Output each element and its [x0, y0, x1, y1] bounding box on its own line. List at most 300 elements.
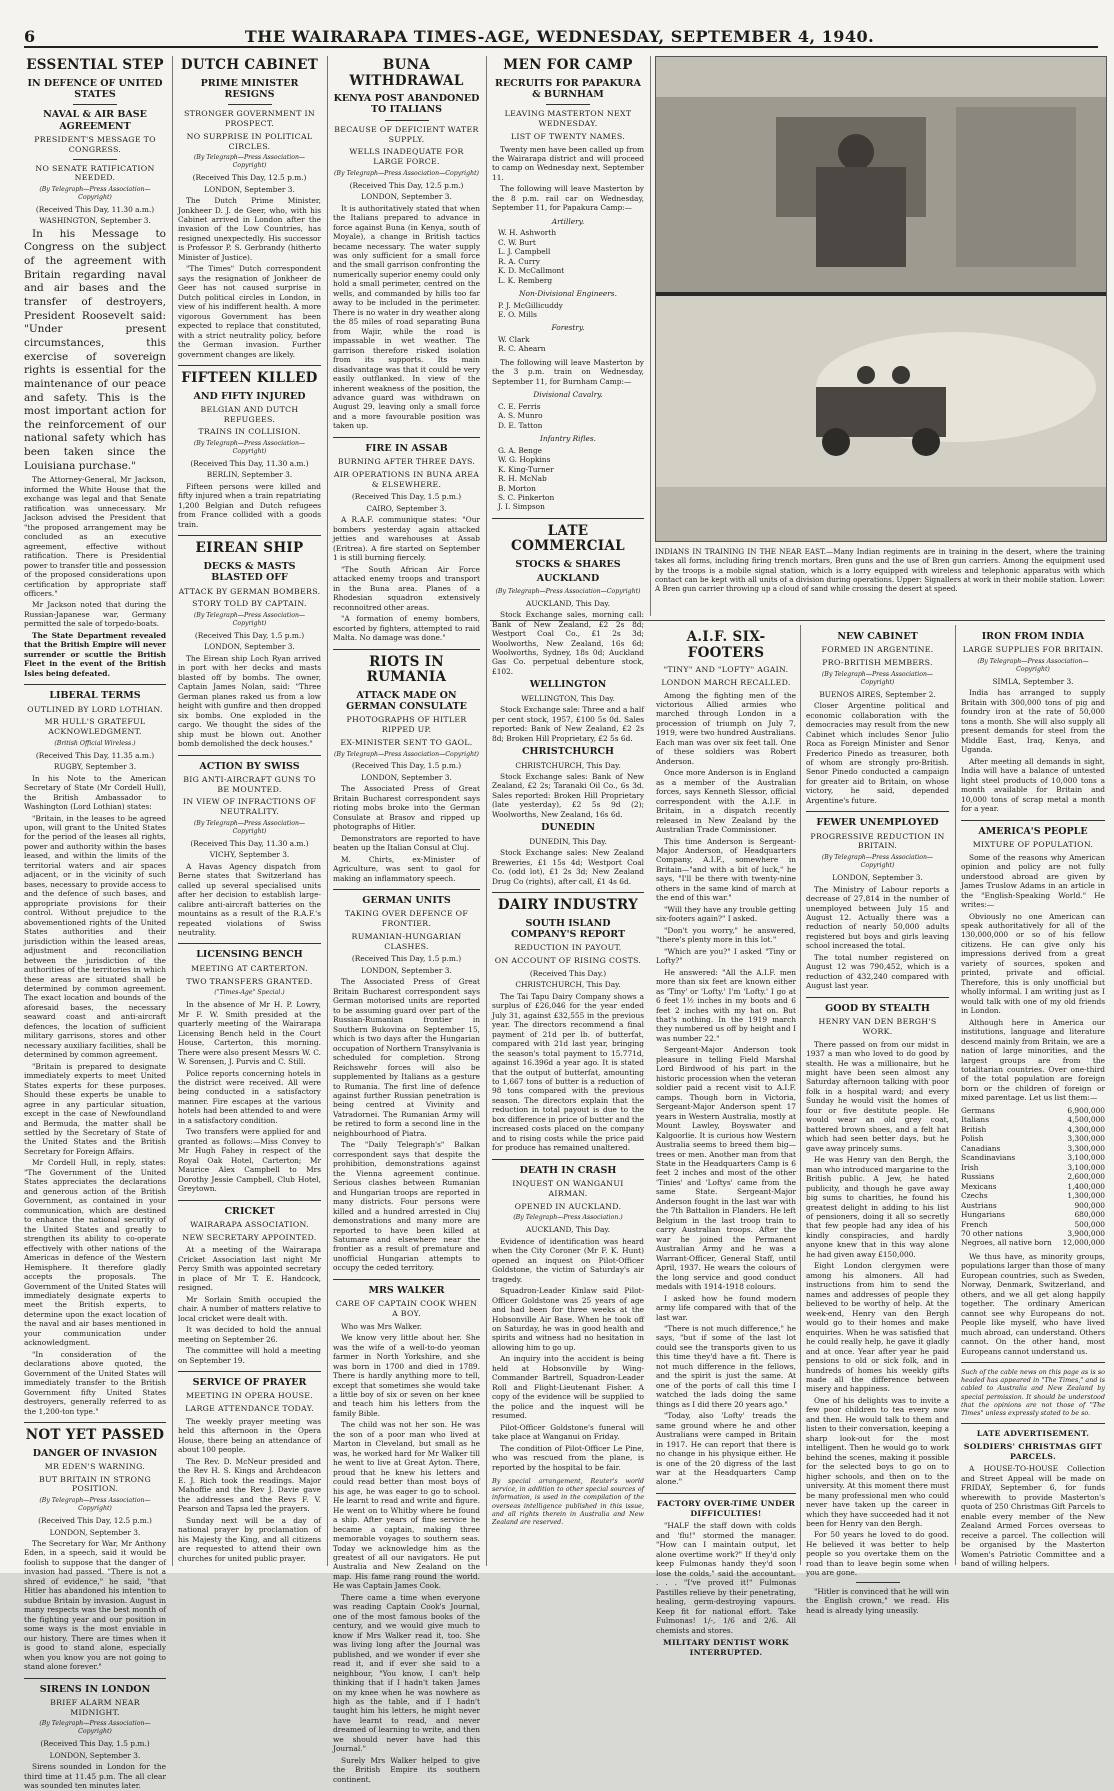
headline-buna-withdrawal: BUNA WITHDRAWAL	[349, 57, 464, 89]
deck: IN VIEW OF INFRACTIONS OF NEUTRALITY.	[183, 797, 316, 817]
credit-line: (By Telegraph—Press Association—Copyright)	[39, 186, 151, 201]
paragraph: Sirens sounded in London for the third time at 11.45 p.m. The all clear was sounded ten minutes later.	[24, 1762, 166, 1791]
deck: WAIRARAPA ASSOCIATION.	[190, 1220, 309, 1229]
population-group: British	[961, 1124, 987, 1134]
deck: TRAINS IN COLLISION.	[198, 427, 301, 437]
population-count: 900,000	[1074, 1200, 1105, 1210]
population-group: Czechs	[961, 1191, 988, 1201]
deck: CARE OF CAPTAIN COOK WHEN A BOY.	[335, 1299, 478, 1318]
dateline: VICHY, September 3.	[209, 850, 290, 860]
table-row	[961, 1125, 1105, 1134]
table-row	[961, 1191, 1105, 1200]
population-group: French	[961, 1219, 988, 1229]
photo-image	[656, 57, 1106, 541]
paragraph: There passed on from our midst in 1937 a man who loved to do good by stealth. He was a millionaire, but he might have been seen almost any Saturday afternoon talking with poor folk in a hospital ward; and every Sunday he would visit the homes of four or five destitute people. He would wear an old grey coat, battered brown shoes, and a felt hat which had seen better days, but he gave away princely sums.	[806, 1039, 949, 1153]
paragraph: M. Chirts, ex-Minister of Agriculture, was sent to gaol for making an inflammatory speech.	[333, 854, 480, 883]
column-4	[492, 56, 644, 1566]
divider	[806, 997, 949, 998]
population-count: 3,300,000	[1067, 1134, 1105, 1144]
list-label: Divisional Cavalry.	[533, 390, 603, 400]
dateline: CHRISTCHURCH, This Day.	[515, 760, 621, 770]
population-count: 500,000	[1074, 1219, 1105, 1229]
population-count: 12,000,000	[1062, 1238, 1105, 1248]
headline-licensing-bench: LICENSING BENCH	[196, 949, 303, 961]
paragraph: Pilot-Officer Goldstone's funeral will take place at Wanganui on Friday.	[492, 1422, 644, 1442]
paragraph: "Today, also 'Lofty' treads the same ground where he and other Australians were camped in Britain in 1917. He can report that there is no change in his physique either. He is one of the 20 digress of the last war at the Headquarters Camp alone."	[656, 1411, 796, 1487]
headline-cricket: CRICKET	[224, 1205, 275, 1217]
deck: BURNING AFTER THREE DAYS.	[337, 457, 476, 467]
dateline: LONDON, September 3.	[49, 1750, 141, 1760]
paragraph: We know very little about her. She was the wife of a well-to-do yeoman farmer in North Yorkshire, and she was born in 1700 and died in 1789. There is hardly anything more to tell, except that sometimes she would take a little boy of six or seven on her knee and teach him his letters from the family Bible.	[333, 1333, 480, 1418]
headline-essential-step: ESSENTIAL STEP	[26, 57, 164, 73]
reuters-notice: By special arrangement, Reuter's world service, in addition to other special sources of information, is used in the compilation of the overseas intelligence published in this issue, and all rights therein in Australia and New Zealand are reserved.	[492, 1477, 644, 1526]
credit-line: (By Telegraph—Press Association—Copyright)	[39, 1720, 151, 1736]
column-6	[806, 628, 949, 1615]
paragraph: Some of the reasons why American opinion and policy are not fully understood abroad are given by James Truslow Adams in an article in the "English-Speaking World." He writes:—	[961, 852, 1105, 910]
column-5	[656, 628, 796, 1657]
paragraph: India has arranged to supply Britain with 300,000 tons of pig and foundry iron at the rate of 50,000 tons a month. She will also supply all present demands for steel from the Middle East, Iraq, Kenya, and Uganda.	[961, 688, 1105, 755]
deck: PRESIDENT'S MESSAGE TO CONGRESS.	[34, 135, 156, 154]
column-7	[961, 628, 1105, 1568]
list-item: W. Clark	[498, 334, 530, 344]
paragraph: The State Department revealed that the British Empire will never surrender or scuttle the British Fleet in the event of the British Isles being defeated.	[24, 630, 166, 678]
paragraph: "There is not much difference," he says, "but if some of the last lot could see the transports given to us this time they'd have a fit. There is not much difference in the fellows, and the spirit is just the same. At one of the ports of call this time I watched the lads doing the same things as I did there 20 years ago."	[656, 1323, 796, 1409]
received-line: (Received This Day, 1.5 p.m.)	[351, 492, 462, 502]
column-rule	[955, 625, 956, 1565]
paragraph: The weekly prayer meeting was held this afternoon in the Opera House, there being an attendance of about 100 people.	[178, 1416, 321, 1455]
dateline: BERLIN, September 3.	[206, 470, 293, 480]
credit-line: (By Telegraph—Press Association—Copyright)	[495, 587, 641, 595]
deck: LONDON MARCH RECALLED.	[661, 677, 791, 687]
paragraph: Eight London clergymen were among his almoners. All had instructions from him to send the names and addresses of people they believed to be worthy of help. At the week-end, Henry van den Bergh would go to their homes and make enquiries. When he was satisfied that he could really help, he gave it gladly and at once. Year after year he paid pensions to old or sick folk, and in hundreds of homes his weekly gifts made all the difference between misery and happiness.	[806, 1261, 949, 1394]
credit-line: (By Telegraph—Press Association—Copyright)	[821, 670, 934, 686]
population-count: 3,300,000	[1067, 1143, 1105, 1153]
paragraph: "The Times" Dutch correspondent says the resignation of Jonkheer de Geer has not caused surprise in Dutch political circles in London, in view of his indifferent health. A more vigorous Government has been expected to replace that constituted, with a strict neutrality policy, before the German invasion. Further government changes are likely.	[178, 264, 321, 359]
divider	[333, 649, 480, 650]
deck: WELLS INADEQUATE FOR LARGE FORCE.	[349, 147, 464, 167]
deck: KENYA POST ABANDONED TO ITALIANS	[333, 93, 480, 116]
paragraph: "Britain is prepared to designate immediately experts to meet United States experts for these purposes. Should these experts be unable to agree in any particular situation, except in the case of Newfoundland and Bermuda, the matter shall be settled by the Secretary of State of the United States and the British Secretary for Foreign Affairs.	[24, 1061, 166, 1156]
population-count: 3,100,000	[1067, 1162, 1105, 1172]
table-row	[961, 1144, 1105, 1153]
paragraph: A R.A.F. communique states: "Our bombers yesterday again attacked jetties and warehouses at Assab (Eritrea). A fire started on September 1 is still burning fiercely.	[333, 515, 480, 563]
advert-heading: FACTORY OVER-TIME UNDER DIFFICULTIES!	[656, 1498, 796, 1518]
population-count: 1,400,000	[1067, 1181, 1105, 1191]
dateline: LONDON, September 3.	[832, 873, 923, 883]
headline-americas-people: AMERICA'S PEOPLE	[978, 825, 1088, 837]
paragraph: There came a time when everyone was reading Captain Cook's Journal, one of the most famous books of the century, and we would give much to know if Mrs Walker read it, too. She was living long after the Journal was published, and we wonder if ever she read it, and if ever she said to a neighbour, "You know, I can't help thinking that if I hadn't taken James on my knee when he was nowhere as high as the table, and if I hadn't taught him his letters, he might never have learnt to read, and never dreamed of learning to write, and then we should never have had this Journal."	[333, 1592, 480, 1754]
cable-notice: Such of the cable news on this page as is so headed has appeared in "The Times," and is cabled to Australia and New Zealand by special permission. It should be understood that the opinions are not those of "The Times" unless expressly stated to be so.	[961, 1368, 1105, 1417]
divider	[806, 811, 949, 812]
deck: BELGIAN AND DUTCH REFUGEES.	[200, 404, 299, 424]
paragraph: The Associated Press of Great Britain Bucharest correspondent says German motorised units are reported to be assuming guard over part of the Russian-Rumanian frontier in Southern Bukovina on September 15, which is two days after the Hungarian occupation of Northern Transylvania is scheduled for completion. Strong Reichswehr forces will also be supplemented by Italians as a gesture to Rumania. The first line of defence against further Russian penetration is being centred at Vivinity and Vatradornei. The Rumanian Army will be retired to form a second line in the neighbourhood of Piatra.	[333, 977, 480, 1138]
divider	[546, 104, 590, 105]
paragraph: Fifteen persons were killed and fifty injured when a train repatriating 1,200 Belgian and Dutch refugees from France collided with a goods train.	[178, 481, 321, 529]
list-label: Artillery.	[551, 216, 585, 226]
table-row	[961, 1229, 1105, 1238]
dateline: LONDON, September 3.	[361, 965, 452, 975]
column-rule	[800, 625, 801, 1565]
headline-fifteen-killed: FIFTEEN KILLED	[181, 370, 318, 387]
headline-dutch-cabinet: DUTCH CABINET	[180, 57, 319, 73]
dateline: LONDON, September 3.	[204, 642, 295, 652]
population-group: Mexicans	[961, 1181, 997, 1191]
deck: BRIEF ALARM NEAR MIDNIGHT.	[50, 1697, 140, 1717]
dateline: RUGBY, September 3.	[53, 762, 137, 772]
paragraph: "A formation of enemy bombers, escorted by fighters, attempted to raid Malta. No damage was done."	[333, 614, 480, 643]
received-line: (Received This Day, 12.5 p.m.)	[192, 173, 307, 183]
divider	[178, 1200, 321, 1201]
divider	[961, 1362, 1105, 1363]
paragraph: At a meeting of the Wairarapa Cricket Association last night Mr Percy Smith was appointed secretary in place of Mr T. E. Handcock, resigned.	[178, 1245, 321, 1293]
divider	[228, 104, 272, 105]
headline-military-dentist: MILITARY DENTIST WORK INTERRUPTED.	[663, 1638, 789, 1657]
column-rule	[486, 56, 487, 1566]
list-item: S. C. Pinkerton	[498, 492, 555, 502]
divider	[73, 159, 117, 160]
paragraph: The Dutch Prime Minister, Jonkheer D. J. de Geer, who, with his Cabinet arrived in London after the invasion of the Low Countries, has resigned unexpectedly. His successor is Professor P. S. Gerbrandy (hitherto Minister of Justice).	[178, 196, 321, 262]
deck: RUMANIAN-HUNGARIAN CLASHES.	[351, 931, 462, 951]
paragraph: In his Note to the American Secretary of State (Mr Cordell Hull), the British Ambassador to Washington (Lord Lothian) states:	[24, 773, 166, 812]
headline-german-units: GERMAN UNITS	[362, 895, 451, 907]
list-item: G. A. Benge	[498, 445, 543, 455]
divider	[856, 1582, 900, 1583]
deck: OPENED IN AUCKLAND.	[514, 1201, 622, 1211]
paragraph: Demonstrators are reported to have beaten up the Italian Consul at Cluj.	[333, 833, 480, 853]
deck: LEAVING MASTERTON NEXT WEDNESDAY.	[504, 109, 632, 129]
list-item: K. King-Turner	[498, 464, 554, 474]
list-item: W. H. Ashworth	[498, 228, 557, 238]
dateline: SIMLA, September 3.	[992, 677, 1074, 686]
advert-body: A HOUSE-TO-HOUSE Collection and Street Appeal will be made on FRIDAY, September 6, for funds wherewith to provide Masterton's quota of 250 Christmas Gift Parcels to enable every member of the New Zealand Armed Forces overseas to receive a parcel. The collection will be organised by the Masterton Women's Patriotic Committee and a band of willing helpers.	[961, 1464, 1105, 1569]
name-list	[498, 335, 644, 354]
population-count: 4,300,000	[1067, 1124, 1105, 1134]
population-count: 6,900,000	[1067, 1105, 1105, 1115]
population-group: Polish	[961, 1134, 984, 1144]
paragraph: Closer Argentine political and economic collaboration with the democracies may result from the new Cabinet which includes Senor Julio Roca as Foreign Minister and Senor Frederico Pinedo as treasurer, both of whom are strongly pro-British. Senor Pinedo conducted a campaign for greater aid to Britain, on whose victory, he said, depended Argentine's future.	[806, 701, 949, 805]
headline-not-yet-passed: NOT YET PASSED	[25, 1427, 165, 1444]
divider	[24, 1678, 166, 1679]
table-row	[961, 1106, 1105, 1115]
headline-death-in-crash: DEATH IN CRASH	[519, 1164, 617, 1176]
paragraph: The committee will hold a meeting on September 19.	[178, 1346, 321, 1365]
deck: MR EDEN'S WARNING.	[44, 1461, 146, 1471]
paragraph: Two transfers were applied for and granted as follows:—Miss Convey to Mr Hugh Fahey in respect of the Royal Oak Hotel, Carterton; Mr Maurice Alex Campbell to Mrs Dorothy Jessie Campbell, Club Hotel, Greytown.	[178, 1127, 321, 1194]
headline-late-commercial: LATE COMMERCIAL	[511, 522, 625, 555]
paragraph: One of his delights was to invite a few poor children to tea every now and then. He would talk to them and listen to their conversation, keeping a sharp look-out for the most intelligent. Then he would go to work behind the scenes, making it possible for the selected boys to go on to higher schools, and then on to the university. At this moment there must be many professional men who could never have taken up the career in which they have succeeded had it not been for Henry van den Bergh.	[806, 1395, 949, 1529]
paragraph: "The South African Air Force attacked enemy troops and transport in the Buna area. Planes of a Rhodesian squadron extensively reconnoitred other areas.	[333, 564, 480, 612]
list-item: E. O. Mills	[498, 310, 537, 319]
paragraph: "In consideration of the declarations above quoted, the Government of the United States will immediately transfer to the British Government fifty United States destroyers, generally referred to as the 1,200-ton type."	[24, 1349, 166, 1416]
dateline: LONDON, September 3.	[361, 192, 452, 202]
table-row	[961, 1153, 1105, 1162]
dateline: CAIRO, September 3.	[366, 503, 447, 513]
list-item: R. C. Ahearn	[498, 344, 546, 354]
dateline: AUCKLAND, This Day.	[526, 598, 610, 608]
dateline: WASHINGTON, September 3.	[39, 216, 151, 226]
paragraph: He was Henry van den Bergh, the man who introduced margarine to the British public. A Jew, he hated publicity, and though he gave away big sums to charities, he found his greatest delight in adding to his list of pensioners, doing it all so secretly that few people had any idea of his kindly conspiracies, and hardly anyone knew that in this way alone he had given away £150,000.	[806, 1155, 949, 1259]
paragraph: The Rev. D. McNeur presided and the Rev H. S. Kings and Archdeacon E. J. Rich took the readings. Major Mahoffie and the Rev J. Davie gave the addresses and the Revs F. V. Pearson and Tapsa led the prayers.	[178, 1456, 321, 1514]
paragraph: In the absence of Mr H. P. Lowry, Mr F. W. Smith presided at the quarterly meeting of the Wairarapa Licensing Bench held in the Court House, Carterton, this morning. There were also present Messrs W. C. W. Sorensen, J. Purvis and C. Still.	[178, 1000, 321, 1067]
list-label: Forestry.	[551, 323, 585, 333]
paragraph: "Hitler is convinced that he will win the English crown," we read. His head is already lying uneasily.	[806, 1586, 949, 1615]
list-item: A. S. Munro	[498, 411, 543, 421]
column-2	[178, 56, 321, 1566]
table-row	[961, 1163, 1105, 1172]
dateline: BUENOS AIRES, September 2.	[819, 689, 936, 699]
deck: LARGE SUPPLIES FOR BRITAIN.	[962, 645, 1104, 655]
paragraph: Stock Exchange sale: Three and a half per cent stock, 1957, £100 5s 0d. Sales reported: Bank of New Zealand, £2 2s 8d; Broken Hill Proprietary, £2 5s 6d.	[492, 705, 644, 743]
paragraph: An inquiry into the accident is being held at Hobsonville by Wing-Commander Bartrell, Squadron-Leader Roll and Flight-Lieutenant Fisher. A copy of the evidence will be supplied to the police and the inquest will be resumed.	[492, 1354, 644, 1421]
paragraph: Who was Mrs Walker.	[341, 1321, 422, 1331]
paragraph: For 50 years he loved to do good. He believed it was better to help people so you overtake them on the road than to leave begin some when you are gone.	[806, 1530, 949, 1578]
dateline: LONDON, September 3.	[49, 1527, 141, 1537]
deck: HENRY VAN DEN BERGH'S WORK.	[818, 1017, 937, 1036]
table-row	[961, 1115, 1105, 1124]
list-item: J. I. Simpson	[498, 502, 545, 512]
credit-line: ("Times-Age" Special.)	[214, 989, 285, 997]
list-item: D. E. Tatton	[498, 420, 543, 430]
received-line: (Received This Day, 1.5 p.m.)	[40, 1739, 150, 1749]
deck: MR HULL'S GRATEFUL ACKNOWLEDGMENT.	[44, 717, 146, 737]
credit-line: (By Telegraph—Press Association—Copyright)	[334, 169, 479, 177]
population-table	[961, 1106, 1105, 1248]
deck: SOUTH ISLAND COMPANY'S REPORT	[510, 917, 626, 940]
divider	[961, 1423, 1105, 1424]
paragraph: Although here in America our institutions, language and literature descend mainly from Britain, we are a nation of large minorities, and the largest groups are from the totalitarian countries. Over one-third of the total population are foreign born or the children of foreign or mixed parentage. Let us list them:—	[961, 1017, 1105, 1103]
list-item: W. G. Hopkins	[498, 455, 551, 465]
lead-paragraph: In his Message to Congress on the subject of the agreement with Britain regarding naval and air bases and the transfer of destroyers, President Roosevelt said: "Under present circumstances, this exercise of sovereign rights is essential for the maintenance of our peace and safety. This is the most important action for the reinforcement of our national safety which has been taken since the Louisiana purchase."	[24, 227, 166, 472]
dateline: WELLINGTON, This Day.	[521, 693, 615, 703]
paragraph: Surely Mrs Walker helped to give the British Empire its southern continent.	[333, 1755, 480, 1784]
headline-iron-from-india: IRON FROM INDIA	[981, 631, 1085, 642]
deck: LIST OF TWENTY NAMES.	[510, 131, 626, 141]
dateline: DUNEDIN, This Day.	[529, 836, 607, 846]
population-group: Irish	[961, 1162, 979, 1172]
divider	[385, 120, 429, 121]
paragraph: The condition of Pilot-Officer Le Pine, who was rescued from the plane, is reported by the hospital to be fair.	[492, 1443, 644, 1472]
credit-line: (By Telegraph—Press Association—Copyright)	[193, 440, 306, 456]
paragraph: "Don't you worry," he answered, "there's plenty more in this lot."	[656, 925, 796, 945]
deck: EX-MINISTER SENT TO GAOL.	[340, 737, 473, 747]
list-item: L. J. Campbell	[498, 247, 551, 257]
paragraph: Mr Cordell Hull, in reply, states: "The Government of the United States appreciates the declarations and generous action of the British Government, as contained in your communication, which are destined to enhance the national security of the United States and greatly to strengthen its ability to co-operate effectively with other nations of the Americas in defence of the Western Hemisphere. It therefore gladly accepts the proposals. The Government of the United States will immediately designate experts to meet the British experts, to determine upon the exact location of the naval and air bases mentioned in your communication under acknowledgment.	[24, 1158, 166, 1348]
paragraph: The following will leave Masterton by the 3 p.m. train on Wednesday, September 11, for Burnham Camp:—	[492, 357, 644, 386]
paragraph: He answered: "All the A.I.F. men more than six feet are known either as 'Tiny' or 'Lofty.' I'm 'Lofty.' I go at 6 feet 1½ inches in my boots and 6 feet 2 inches with my hat on. But that's nothing. In the 1919 march they numbered us off by height and I was number 22."	[656, 967, 796, 1043]
headline-fewer-unemployed: FEWER UNEMPLOYED	[816, 817, 939, 829]
deck: AIR OPERATIONS IN BUNA AREA & ELSEWHERE.	[333, 470, 480, 489]
received-line: (Received This Day, 11.30 a.m.)	[190, 838, 309, 848]
table-row	[961, 1182, 1105, 1191]
paragraph: The "Daily Telegraph's" Balkan correspondent says that despite the prohibition, demonstrations against the Vienna agreement continue. Serious clashes between Rumanian and Hungarian troops are reported in many districts. Four persons were killed and a hundred arrested in Cluj demonstrations and many more are reported to have been killed at Satumare and elsewhere near the frontier as a result of premature and unofficial Hungarian attempts to occupy the ceded territory.	[333, 1140, 480, 1273]
headline-good-by-stealth: GOOD BY STEALTH	[825, 1002, 930, 1014]
deck: STORY TOLD BY CAPTAIN.	[192, 599, 307, 609]
paragraph: Sunday next will be a day of national prayer by proclamation of his Majesty the King, and all citizens are requested to attend their own churches for united public prayer.	[178, 1515, 321, 1563]
deck: "TINY" AND "LOFTY" AGAIN.	[663, 665, 789, 675]
credit-line: (By Telegraph—Press Association—Copyright)	[334, 750, 479, 758]
list-item: P. J. McGillicuddy	[498, 300, 563, 310]
deck: MIXTURE OF POPULATION.	[972, 839, 1094, 849]
deck: STOCKS & SHARES	[515, 558, 621, 570]
divider	[492, 1159, 644, 1160]
name-list	[498, 301, 644, 320]
column-3	[333, 56, 480, 1784]
divider	[178, 365, 321, 366]
paragraph: A Havas Agency dispatch from Berne states that Switzerland has called up several specialised units after her decision to establish large-calibre anti-aircraft batteries on the mountains as a result of the R.A.F.'s repeated violations of Swiss neutrality.	[178, 861, 321, 937]
table-row	[961, 1134, 1105, 1143]
paragraph: "Britain, in the leases to be agreed upon, will grant to the United States for the period of the leases all rights, power and authority within the bases leased, and within the limits of the territorial waters and air spaces adjacent, or in the vicinity of such bases, necessary to provide access to and the defence of such bases, and appropriate provisions for their control. Without prejudice to the abovementioned rights of the United States authorities and their jurisdiction within the leased areas, adjustment and reconciliation between the jurisdiction of the authorities of the territories in which these areas are situated shall be determined by common agreement. The exact location and bounds of the aforesaid bases, the necessary seaward coast and anti-aircraft defences, the location of sufficient military garrisons, stores and other necessary auxiliary facilities, shall be determined by common agreement.	[24, 813, 166, 1060]
paragraph: Twenty men have been called up from the Wairarapa district and will proceed to camp on Wednesday next, September 11.	[492, 144, 644, 182]
divider	[656, 1493, 796, 1494]
deck: OUTLINED BY LORD LOTHIAN.	[27, 704, 163, 714]
deck: IN DEFENCE OF UNITED STATES	[27, 77, 163, 100]
credit-line: (By Telegraph—Press Association—Copyright)	[193, 819, 306, 835]
received-line: (Received This Day, 11.30 a.m.)	[190, 459, 309, 468]
dateline: CHRISTCHURCH, This Day.	[515, 980, 621, 990]
credit-line: (By Telegraph—Press Association—Copyright)	[821, 854, 934, 870]
paragraph: We thus have, as minority groups, populations larger than those of many European countries, such as Sweden, Norway, Denmark, Switzerland, and others, and we all get along happily together. The ordinary American cannot see why Europeans do not. People like myself, who have lived much abroad, can understand. Others cannot. On the other hand, most Europeans cannot understand us.	[961, 1251, 1105, 1356]
list-item: R. H. McNab	[498, 474, 547, 484]
list-item: B. Morton	[498, 483, 536, 493]
list-label: Infantry Rifles.	[540, 434, 596, 444]
headline-action-by-swiss: ACTION BY SWISS	[199, 760, 300, 772]
deck: NO SURPRISE IN POLITICAL CIRCLES.	[186, 131, 313, 151]
population-count: 3,100,000	[1067, 1153, 1105, 1163]
deck: AND FIFTY INJURED	[193, 390, 306, 402]
dateline: LONDON, September 3.	[204, 184, 295, 194]
received-line: (Received This Day, 1.5 p.m.)	[351, 954, 462, 964]
deck: INQUEST ON WANGANUI AIRMAN.	[512, 1179, 624, 1198]
list-item: C. E. Ferris	[498, 401, 541, 411]
name-list	[498, 402, 644, 430]
population-group: Negroes, all native born	[961, 1238, 1052, 1248]
photo-caption: INDIANS IN TRAINING IN THE NEAR EAST.—Many Indian regiments are in training in the desert, where the training takes all forms, including firing trench mortars, Bren guns and the use of Bren gun carriers. Among the equipment used by the troops is a mobile signal station, which is a lorry equipped with wireless and telephonic apparatus with which contact can be kept with all units of a division during operations. Upper: Signallers at work in their mobile station. Lower: A Bren gun carrier throwing up a cloud of sand while crossing the desert at speed.	[655, 547, 1105, 594]
page-number: 6	[24, 27, 36, 46]
paragraph: Mr Sorlain Smith occupied the chair. A number of matters relative to local cricket were dealt with.	[178, 1294, 321, 1323]
population-group: Germans	[961, 1105, 995, 1115]
paragraph: "Will they have any trouble getting six-footers again?" I asked.	[656, 904, 796, 924]
column-rule	[327, 56, 328, 1566]
table-row	[961, 1210, 1105, 1219]
subhead-auckland: AUCKLAND	[536, 573, 600, 585]
population-count: 2,600,000	[1067, 1172, 1105, 1182]
list-item: R. A. Curry	[498, 256, 540, 266]
deck: ATTACK MADE ON GERMAN CONSULATE	[346, 689, 467, 712]
masthead	[24, 26, 1098, 48]
deck: BUT BRITAIN IN STRONG POSITION.	[39, 1474, 151, 1494]
paragraph: Stock Exchange sales, morning call: Bank of New Zealand, £2 2s 8d; Westport Coal Co., £1 2s 3d; Woolworths, New Zealand, 16s 6d; Woolworths, Sydney, 18s 0d; Auckland Gas Co. perpetual debenture stock, £102.	[492, 610, 644, 676]
headline-aif-six-footers: A.I.F. SIX-FOOTERS	[686, 629, 766, 661]
paragraph: It was decided to hold the annual meeting on September 26.	[178, 1325, 321, 1344]
headline-service-of-prayer: SERVICE OF PRAYER	[192, 1377, 307, 1389]
list-item: K. D. McCallmont	[498, 266, 565, 276]
headline-eirean-ship: EIREAN SHIP	[195, 540, 304, 557]
paragraph: The Ministry of Labour reports a decrease of 27,814 in the number of unemployed between July 15 and August 12. Actually there was a reduction of nearly 50,000 adults registered but boys and girls leaving school increased the total.	[806, 884, 949, 951]
deck: TWO TRANSFERS GRANTED.	[186, 976, 313, 986]
divider	[961, 820, 1105, 821]
divider	[24, 684, 166, 685]
subhead-dunedin: DUNEDIN	[541, 822, 595, 834]
indian-troops-photo	[655, 56, 1107, 542]
deck: ATTACK BY GERMAN BOMBERS.	[178, 586, 321, 596]
population-count: 1,300,000	[1067, 1191, 1105, 1201]
divider	[178, 755, 321, 756]
paragraph: Stock Exchange sales: New Zealand Breweries, £1 15s 4d; Westport Coal Co. (odd lot), £1 2s 3d; New Zealand Drug Co (rights), after call, £1 4s 6d.	[492, 848, 644, 886]
table-row	[961, 1238, 1105, 1247]
paragraph: This time Anderson is Sergeant-Major Anderson, of Headquarters Company, A.I.F., somewhere in Britain—"and with a bit of luck," he says, "I'll be there with twenty-nine others in the same kind of march at the end of this war."	[656, 836, 796, 903]
paragraph: Evidence of identification was heard when the City Coroner (Mr F. K. Hunt) opened an inquest on Pilot-Officer Goldstone, the victim of Saturday's air tragedy.	[492, 1236, 644, 1284]
divider	[73, 104, 117, 105]
deck: BIG ANTI-AIRCRAFT GUNS TO BE MOUNTED.	[183, 774, 316, 794]
dateline: LONDON, September 3.	[361, 772, 452, 782]
deck: FORMED IN ARGENTINE.	[821, 645, 934, 655]
headline-men-for-camp: MEN FOR CAMP	[503, 57, 633, 73]
population-group: Hungarians	[961, 1210, 1005, 1220]
advert-body: "HALF the staff down with colds and 'flu!" stormed the manager. "How can I maintain output, let alone overtime work?" If they'd only keep Fulmonas handy they'd soon lose the colds," said the accountant. . . . "I've proved it!" Fulmonas Pastilles relieve by their penetrating, healing, germ-destroying vapours. Keep fit for national effort. Take Fulmonas! 1/-, 1/6 and 2/6. All chemists and stores.	[656, 1521, 796, 1635]
deck: BECAUSE OF DEFICIENT WATER SUPPLY.	[334, 124, 479, 144]
paragraph: Squadron-Leader Kinlaw said Pilot-Officer Goldstone was 25 years of age and had been for three weeks at the Hobsonville Air Base. When he took off on Saturday, he was in good health and spirits and witness had no hesitation in allowing him to go up.	[492, 1286, 644, 1352]
received-line: (Received This Day.)	[529, 968, 607, 978]
headline-mrs-walker: MRS WALKER	[368, 1284, 445, 1296]
population-group: Scandinavians	[961, 1153, 1016, 1163]
deck: TAKING OVER DEFENCE OF FRONTIER.	[344, 909, 469, 929]
paragraph: It is authoritatively stated that when the Italians prepared to advance in force against Buna (in Kenya, south of Moyale), a change in British tactics became necessary. The water supply was only sufficient for a small force and the small garrison confronting the numerically superior enemy could only hold a small perimeter, centred on the wells, and commanded by hills too far away to be included in the perimeter. There is no water in dry weather along the 85 miles of road separating Buna from Wajir, while the road is impassable in wet weather. The garrison therefore risked isolation from its supports. Its main disadvantage was that it could be very easily outflanked. In view of the inherent weakness of the position, the advance guard was withdrawn on August 29, leaving only a small force and a more favourable position was taken up.	[333, 203, 480, 431]
deck: DECKS & MASTS BLASTED OFF	[203, 560, 296, 584]
paragraph: Stock Exchange sales: Bank of New Zealand, £2 2s; Taranaki Oil Co., 6s 3d. Sales reported: Broken Hill Proprietary (late yesterday), £2 5s 9d (2); Woolworths, New Zealand, 16s 6d.	[492, 772, 644, 819]
table-row	[961, 1220, 1105, 1229]
population-group: Austrians	[961, 1200, 997, 1210]
subhead-wellington: WELLINGTON	[529, 679, 607, 691]
headline-fire-in-assab: FIRE IN ASSAB	[365, 442, 448, 454]
divider	[492, 892, 644, 893]
masthead-title: THE WAIRARAPA TIMES-AGE, WEDNESDAY, SEPTEMBER 4, 1940.	[244, 27, 875, 46]
divider	[178, 1371, 321, 1372]
deck: PRO-BRITISH MEMBERS.	[822, 658, 933, 668]
divider	[178, 535, 321, 536]
name-list	[498, 228, 644, 285]
column-rule	[650, 56, 651, 616]
paragraph: Among the fighting men of the victorious Allied armies who marched through London in a procession of triumph on July 7, 1919, were two hundred Australians. Each man was over six feet tall. One of these soldiers was Robert Anderson.	[656, 690, 796, 766]
paragraph: The Secretary for War, Mr Anthony Eden, in a speech, said it would be foolish to suppose that the danger of invasion had passed. "There is not a shred of evidence," he said, "that Hitler has abandoned his intention to subdue Britain by invasion. August in many respects was the best month of the fighting year and our position in some ways is the most enviable in our history. There are times when it is good to stand alone, especially when you know you are not going to stand alone forever."	[24, 1539, 166, 1672]
paragraph: The Eirean ship Loch Ryan arrived in port with her decks and masts blasted off by bombs. The owner, Captain James Nolan, said: "Three German planes raked us from a low height with gunfire and then dropped six bombs. One exploded in the cargo. We thought the sides of the ship must be blown out. Another bomb demolished the deck houses."	[178, 653, 321, 749]
deck: RECRUITS FOR PAPAKURA & BURNHAM	[495, 77, 641, 100]
late-advertisement-heading: LATE ADVERTISEMENT.	[976, 1429, 1090, 1439]
deck: REDUCTION IN PAYOUT.	[514, 943, 622, 953]
table-row	[961, 1201, 1105, 1210]
deck: PRIME MINISTER RESIGNS	[200, 77, 299, 100]
received-line: (Received This Day, 1.5 p.m.)	[194, 630, 305, 640]
paragraph: The Associated Press of Great Britain Bucharest correspondent says rioting mobs broke into the German Consulate at Brasov and ripped up photographs of Hitler.	[333, 784, 480, 832]
paragraph: I asked how he found modern army life compared with that of the last war.	[656, 1293, 796, 1322]
headline-sirens: SIRENS IN LONDON	[39, 1683, 151, 1695]
column-rule	[172, 56, 173, 1566]
deck: PHOTOGRAPHS OF HITLER RIPPED UP.	[346, 715, 467, 735]
subhead-christchurch: CHRISTCHURCH	[521, 746, 615, 758]
credit-line: (British Official Wireless.)	[54, 739, 136, 747]
deck: MEETING AT CARTERTON.	[191, 963, 308, 973]
divider	[178, 943, 321, 944]
divider	[333, 889, 480, 890]
deck: NO SENATE RATIFICATION NEEDED.	[35, 163, 155, 183]
paragraph: After meeting all demands in sight, India will have a balance of untested light steel products of 10,000 tons a month available for Britain and 10,000 tons of scrap metal a month for a year.	[961, 756, 1105, 814]
population-group: Canadians	[961, 1143, 1001, 1153]
population-group: 70 other nations	[961, 1228, 1023, 1238]
divider	[24, 1422, 166, 1423]
population-count: 3,900,000	[1067, 1228, 1105, 1238]
population-count: 680,000	[1074, 1210, 1105, 1220]
deck: MEETING IN OPERA HOUSE.	[185, 1391, 314, 1401]
received-line: (Received This Day, 1.5 p.m.)	[351, 761, 462, 771]
